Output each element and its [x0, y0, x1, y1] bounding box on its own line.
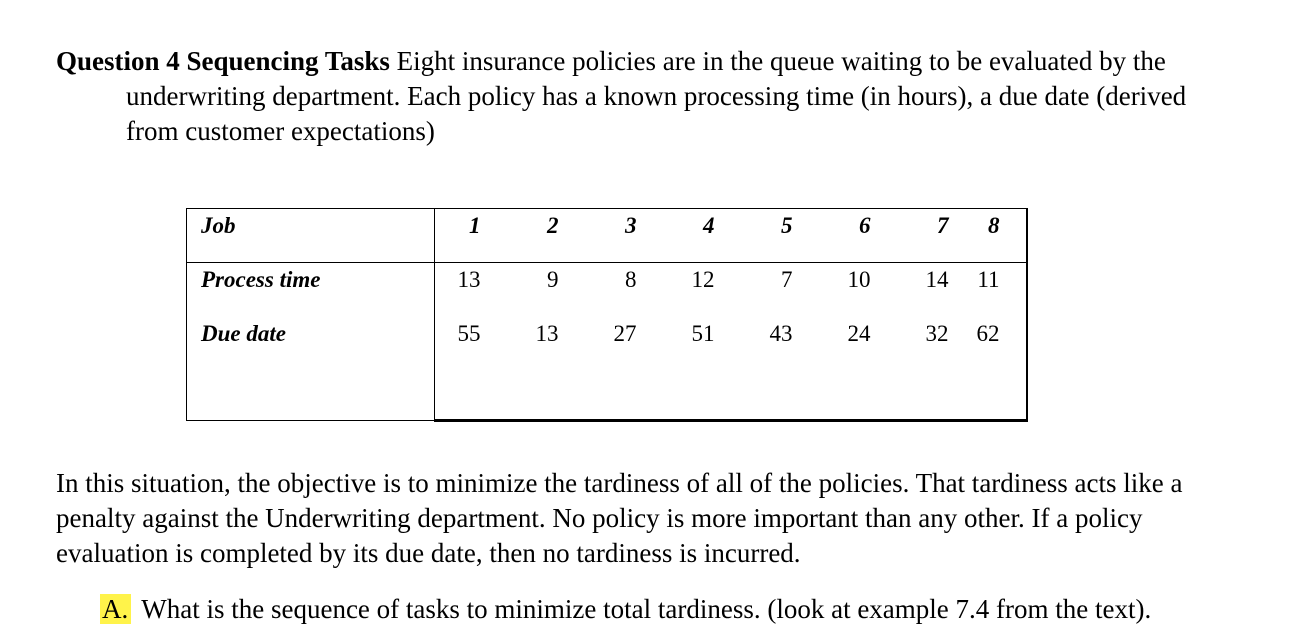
question-intro: Eight insurance policies are in the queue waiting to be evaluated by the — [396, 46, 1166, 76]
part-a-question — [100, 592, 1151, 627]
job-number-cell: 6 — [793, 209, 871, 263]
job-number-cell: 5 — [715, 209, 793, 263]
due-date-cell: 55 — [435, 317, 481, 421]
job-number-cell: 3 — [559, 209, 637, 263]
process-time-cell: 9 — [547, 267, 559, 292]
part-a-marker: A. — [100, 594, 131, 624]
row-label-job: Job — [187, 209, 435, 263]
row-label-due-date: Due date — [187, 317, 435, 421]
question-text — [56, 44, 1256, 149]
process-time-cell: 14 — [925, 267, 949, 292]
question-title: Question 4 Sequencing Tasks — [56, 46, 390, 76]
question-line-3: from customer expectations) — [126, 116, 435, 146]
process-time-cell: 12 — [691, 267, 715, 292]
part-a-text: What is the sequence of tasks to minimize total tardiness. (look at example 7.4 from the text). — [141, 594, 1152, 624]
job-number-cell: 2 — [481, 209, 559, 263]
job-number-cell: 4 — [637, 209, 715, 263]
due-date-cell: 62 — [949, 317, 1027, 421]
job-number-cell: 1 — [435, 209, 481, 263]
due-date-cell: 32 — [871, 317, 949, 421]
table-row-job — [187, 209, 1027, 263]
due-date-cell: 43 — [715, 317, 793, 421]
paragraph-line-2: penalty against the Underwriting department. No policy is more important than any other. If a policy — [56, 503, 1143, 533]
paragraph-line-3: evaluation is completed by its due date, then no tardiness is incurred. — [56, 538, 801, 568]
job-number-cell: 8 — [949, 209, 1027, 263]
job-table — [186, 208, 1028, 422]
paragraph-line-1: In this situation, the objective is to minimize the tardiness of all of the policies. That tardiness acts like a — [56, 468, 1183, 498]
process-time-cell: 7 — [781, 267, 793, 292]
due-date-cell: 24 — [793, 317, 871, 421]
due-date-cell: 27 — [559, 317, 637, 421]
due-date-cell: 51 — [637, 317, 715, 421]
process-time-cell: 10 — [847, 267, 871, 292]
objective-paragraph — [56, 466, 1266, 571]
job-number-cell: 7 — [871, 209, 949, 263]
table-row-due-date — [187, 317, 1027, 421]
process-time-cell: 8 — [625, 267, 637, 292]
table-row-process-time — [187, 263, 1027, 317]
row-label-process-time: Process time — [187, 263, 435, 317]
process-time-cell: 11 — [949, 263, 1027, 317]
process-time-cell: 13 — [457, 267, 481, 292]
question-line-1 — [56, 44, 1256, 79]
question-line-2: underwriting department. Each policy has a known processing time (in hours), a due date (derived — [126, 81, 1187, 111]
due-date-cell: 13 — [481, 317, 559, 421]
